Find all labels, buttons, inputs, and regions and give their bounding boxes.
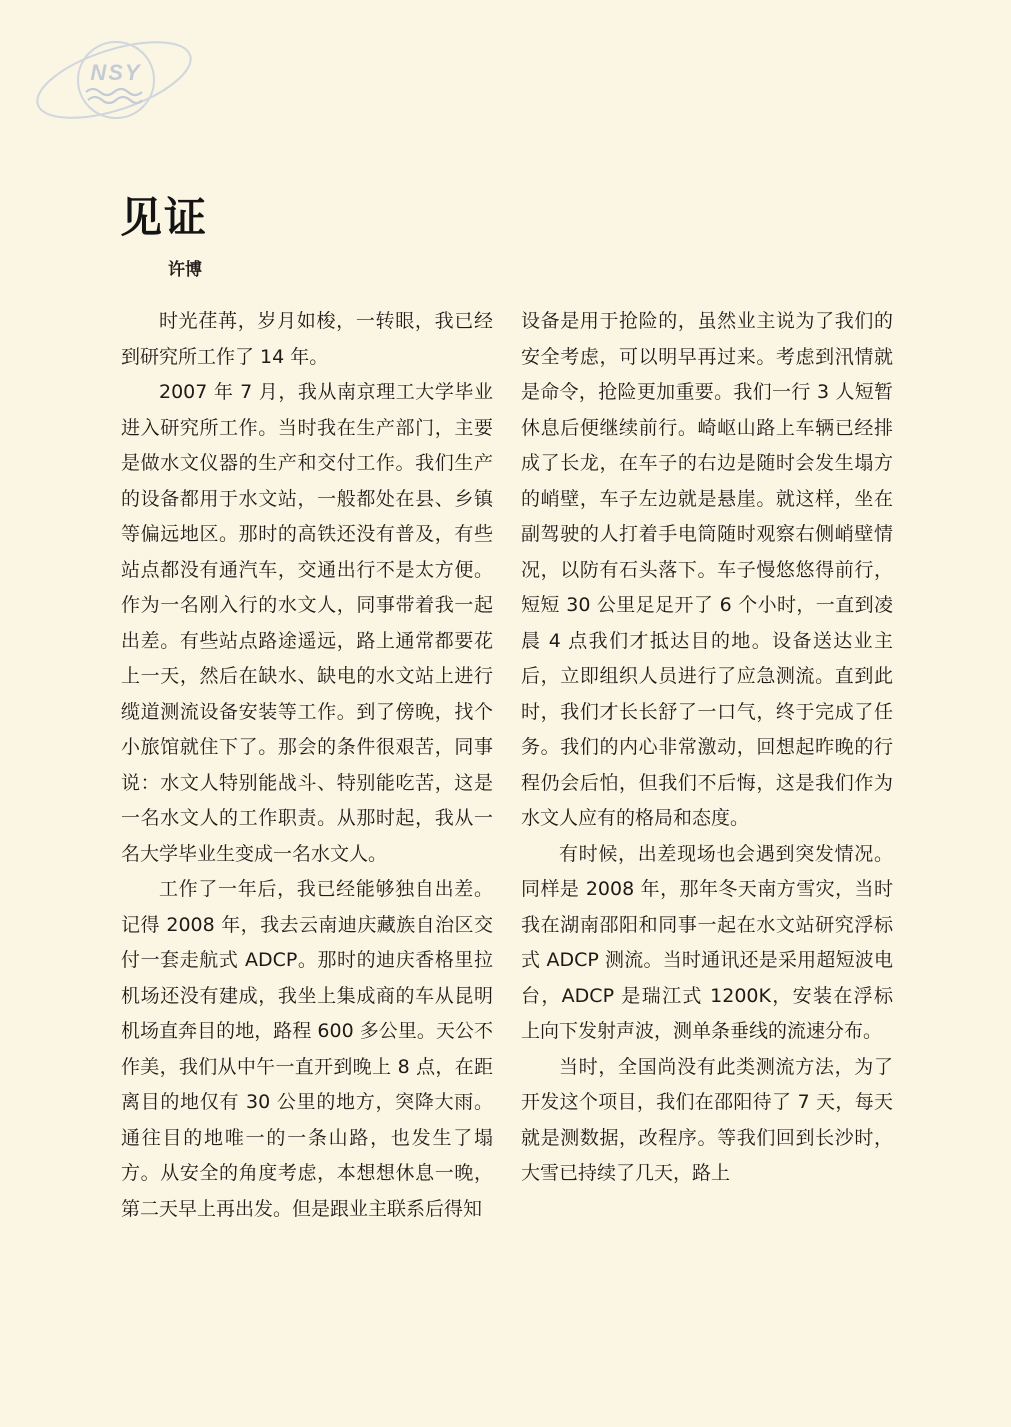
logo-text: NSY bbox=[90, 60, 142, 85]
paragraph: 时光荏苒，岁月如梭，一转眼，我已经到研究所工作了 14 年。 bbox=[121, 310, 493, 368]
company-logo bbox=[28, 28, 198, 128]
paragraph: 当时，全国尚没有此类测流方法，为了开发这个项目，我们在邵阳待了 7 天，每天就是测数据，改程序。等我们回到长沙时，大雪已持续了几天，路上 bbox=[521, 1055, 893, 1184]
paragraph: 工作了一年后，我已经能够独自出差。记得 2008 年，我去云南迪庆藏族自治区交付一套走航式 ADCP。那时的迪庆香格里拉机场还没有建成，我坐上集成商的车从昆明机场直奔目的地，路程 600 多公里。天公不作美，我们从中午一直开到晚上 8 点，在距离目的地仅有 30 公里的地方，突降大雨。通往目的地唯一的一条山路，也发生了塌方。从安全的角度考虑，本想想休息一晚，第二天早上再出发。但是跟业主联系后得知 bbox=[121, 878, 493, 1220]
paragraph-continued: 设备是用于抢险的，虽然业主说为了我们的安全考虑，可以明早再过来。考虑到汛情就是命令，抢险更加重要。我们一行 3 人短暂休息后便继续前行。崎岖山路上车辆已经排成了长龙，在车子的右边是随时会发生塌方的峭壁，车子左边就是悬崖。就这样，坐在副驾驶的人打着手电筒随时观察右侧峭壁情况，以防有石头落下。车子慢悠悠得前行，短短 30 公里足足开了 6 个小时，一直到凌晨 4 点我们才抵达目的地。设备送达业主后，立即组织人员进行了应急测流。直到此时，我们才长长舒了一口气，终于完成了任务。我们的内心非常激动，回想起昨晚的行程仍会后怕，但我们不后悔，这是我们作为水文人应有的格局和态度。 bbox=[521, 310, 893, 829]
left-column bbox=[121, 304, 493, 1227]
right-column bbox=[521, 304, 893, 1192]
article-title: 见证 bbox=[120, 193, 209, 242]
paragraph: 有时候，出差现场也会遇到突发情况。同样是 2008 年，那年冬天南方雪灾，当时我在湖南邵阳和同事一起在水文站研究浮标式 ADCP 测流。当时通讯还是采用超短波电台，ADCP 是瑞江式 1200K，安装在浮标上向下发射声波，测单条垂线的流速分布。 bbox=[521, 842, 893, 1042]
paragraph: 2007 年 7 月，我从南京理工大学毕业进入研究所工作。当时我在生产部门，主要是做水文仪器的生产和交付工作。我们生产的设备都用于水文站，一般都处在县、乡镇等偏远地区。那时的高铁还没有普及，有些站点都没有通汽车，交通出行不是太方便。作为一名刚入行的水文人，同事带着我一起出差。有些站点路途遥远，路上通常都要花上一天，然后在缺水、缺电的水文站上进行缆道测流设备安装等工作。到了傍晚，找个小旅馆就住下了。那会的条件很艰苦，同事说：水文人特别能战斗、特别能吃苦，这是一名水文人的工作职责。从那时起，我从一名大学毕业生变成一名水文人。 bbox=[121, 381, 493, 865]
article-author: 许博 bbox=[168, 260, 202, 280]
